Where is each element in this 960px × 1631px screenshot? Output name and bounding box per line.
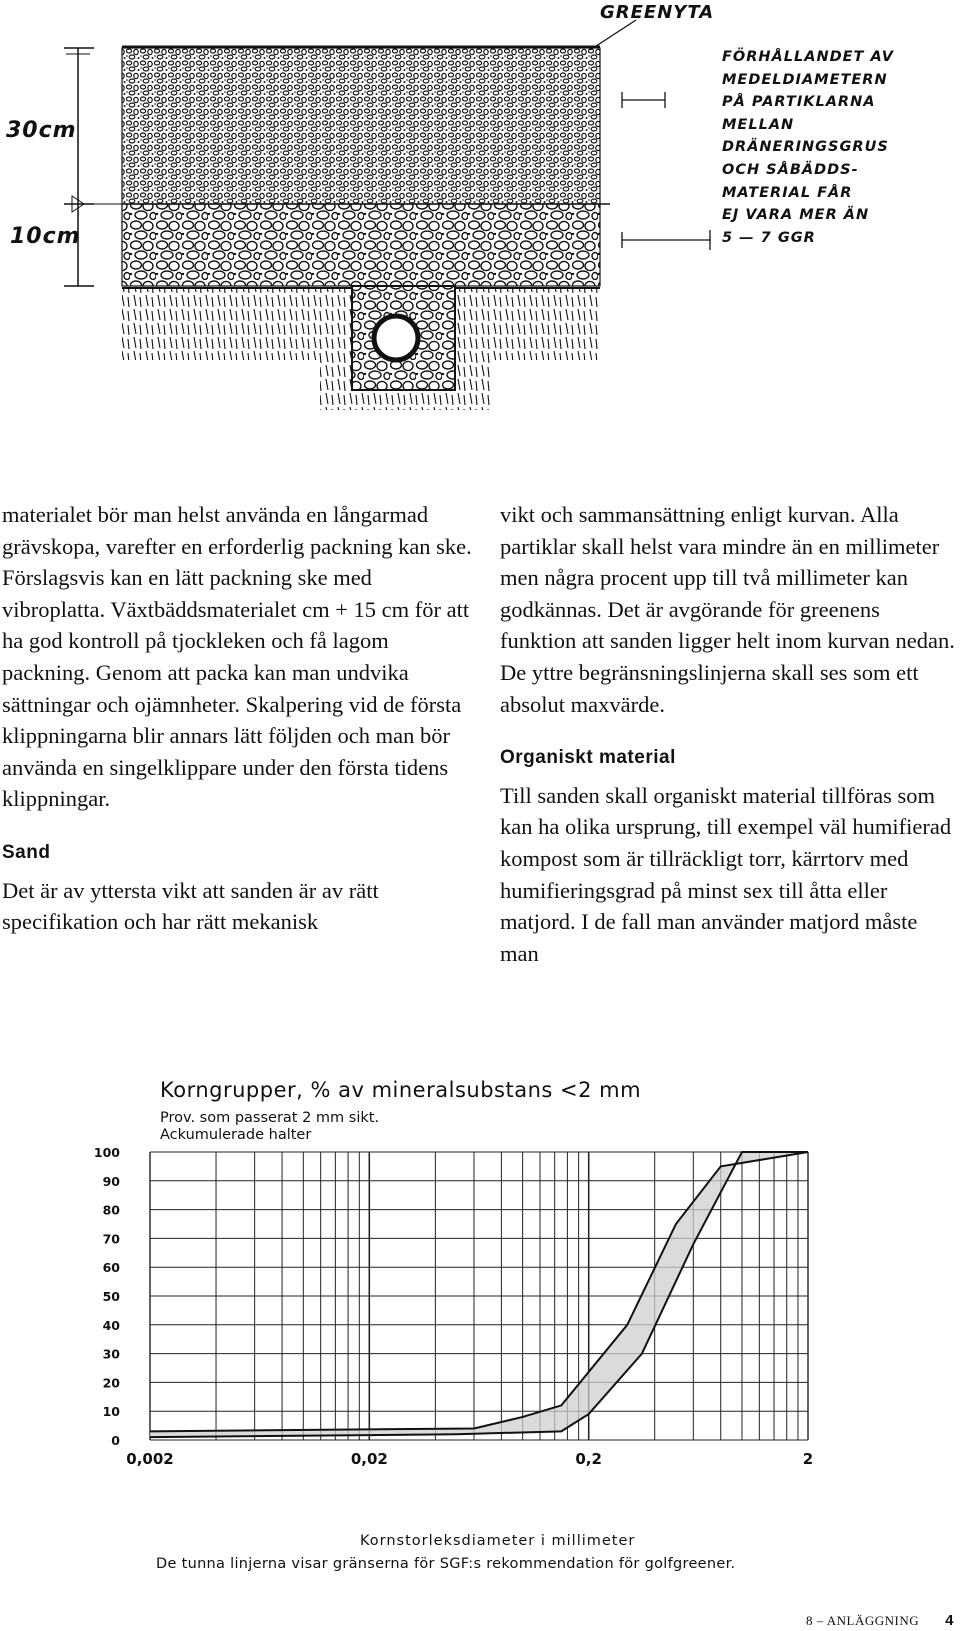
chart-title: Korngrupper, % av mineralsubstans <2 mm: [160, 1078, 642, 1102]
grain-size-chart: [0, 1140, 960, 1560]
drain-pipe: [374, 316, 418, 360]
y-tick-label: 80: [102, 1202, 120, 1218]
paragraph-intro: materialet bör man helst använda en långarmad grävskopa, varefter en erforderlig packning kan ske. Förslagsvis kan en lätt packning ske med vibroplatta. Växtbäddsmaterialet cm + 15 cm för att ha god kontroll på tjockleken och få lagom packning. Genom att packa kan man undvika sättningar och ojämnheter. Skalpering vid de första klippningarna blir annars lätt följden och man bör använda en singelklippare under den första tidens klippningar.: [2, 502, 472, 812]
paragraph-curve: vikt och sammansättning enligt kurvan. Alla partiklar skall helst vara mindre än en millimeter men några procent upp till två millimeter kan godkännas. Det är avgörande för greenens funktion att sanden ligger helt inom kurvan nedan. De yttre begränsningslinjerna skall ses som ett absolut maxvärde.: [500, 502, 955, 717]
x-tick-label: 2: [802, 1450, 814, 1468]
x-tick-label: 0,002: [126, 1450, 174, 1468]
chart-subtitle-line: Prov. som passerat 2 mm sikt.: [160, 1110, 380, 1126]
chart-subtitle: [160, 1110, 379, 1144]
y-tick-label: 90: [102, 1173, 120, 1189]
paragraph-sand: Det är av yttersta vikt att sanden är av rätt specifikation och har rätt mekanisk: [2, 877, 379, 935]
heading-organic-material: Organiskt material: [500, 747, 676, 769]
figure-note-line: OCH SÅBÄDDS-: [722, 161, 859, 178]
chart-subtitle-line: Ackumulerade halter: [160, 1127, 312, 1143]
left-column: [2, 499, 472, 938]
y-tick-label: 50: [102, 1289, 120, 1304]
paragraph-organic: Till sanden skall organiskt material tillföras som kan ha olika ursprung, till exempel väl humifierad kompost som är tillräckligt torr, kärrtorv med humifieringsgrad på minst sex till åtta eller matjord. I de fall man använder matjord måste man: [500, 782, 952, 966]
y-tick-label: 60: [102, 1260, 120, 1276]
figure-note-line: FÖRHÅLLANDET AV: [722, 49, 894, 65]
y-tick-label: 10: [102, 1404, 120, 1420]
y-tick-label: 100: [93, 1145, 120, 1160]
footer-section: 8 – ANLÄGGNING: [805, 1613, 920, 1628]
drainage-gravel-layer: [122, 204, 600, 286]
chart-x-axis-label: Kornstorleksdiameter i millimeter: [360, 1533, 636, 1549]
page-footer: [806, 1612, 954, 1629]
dimension-label-30cm: 30cm: [6, 118, 77, 143]
figure-note-line: DRÄNERINGSGRUS: [722, 139, 889, 156]
y-tick-label: 40: [102, 1317, 120, 1333]
figure-note-line: MATERIAL FÅR: [722, 184, 853, 201]
figure-note-line: PÅ PARTIKLARNA: [722, 94, 876, 111]
figure-note-line: EJ VARA MER ÄN: [722, 207, 870, 224]
chart-note: De tunna linjerna visar gränserna för SGF:s rekommendation för golfgreener.: [156, 1556, 736, 1572]
figure-label-greenyta: GREENYTA: [600, 2, 715, 23]
x-tick-label: 0,02: [350, 1450, 388, 1468]
figure-note-line: MEDELDIAMETERN: [722, 71, 888, 88]
recommended-band: [150, 1152, 808, 1437]
y-tick-label: 0: [111, 1433, 120, 1448]
dimension-label-10cm: 10cm: [10, 224, 81, 249]
x-tick-label: 0,2: [575, 1450, 602, 1468]
y-tick-label: 70: [102, 1231, 120, 1247]
figure-note-line: 5 — 7 GGR: [722, 229, 816, 246]
right-column: [500, 499, 960, 969]
figure-note: [722, 46, 894, 249]
page-number: 4: [945, 1612, 954, 1629]
root-zone-layer: [122, 48, 600, 204]
figure-note-line: MELLAN: [722, 116, 795, 133]
heading-sand: Sand: [2, 841, 51, 863]
y-tick-label: 20: [102, 1375, 120, 1391]
y-tick-label: 30: [102, 1346, 120, 1362]
